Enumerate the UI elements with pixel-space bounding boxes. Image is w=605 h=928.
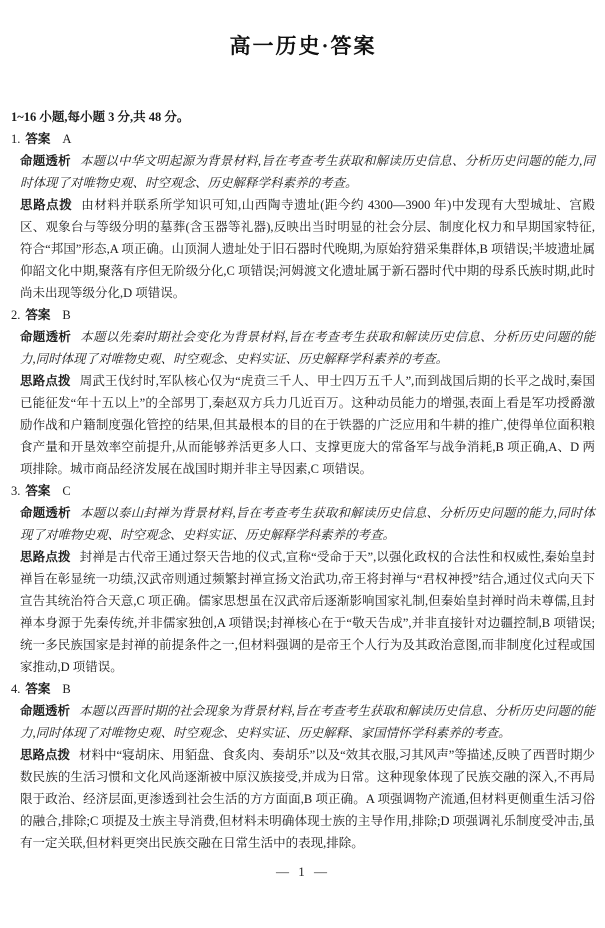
analysis-paragraph [20,502,595,546]
answer-label: 答案 [25,484,51,498]
tips-paragraph [20,546,595,678]
analysis-text: 本题以中华文明起源为背景材料,旨在考查考生获取和解读历史信息、分析历史问题的能力,同时体现了对唯物史观、时空观念、历史解释学科素养的考查。 [20,154,595,190]
tips-text: 材料中“寝胡床、用貊盘、食炙肉、奏胡乐”以及“效其衣服,习其风声”等描述,反映了西晋时期少数民族的生活习惯和文化风尚逐渐被中原汉族接受,并成为日常。这种现象体现了民族交融的深入,不再局限于政治、经济层面,更渗透到社会生活的方方面面,B 项正确。A 项强调物产流通,但材料更侧重生活习俗的融合,排除;C 项提及士族主导消费,但材料未明确体现士族的主导作用,排除;D 项强调礼乐制度受冲击,虽有一定关联,但材料更突出民族交融在日常生活中的表现,排除。 [20,748,595,850]
analysis-label: 命题透析 [20,154,71,168]
page-title: 高一历史·答案 [229,34,377,58]
question-block-4 [11,678,595,854]
tips-label: 思路点拨 [20,748,71,762]
analysis-label: 命题透析 [20,704,71,718]
question-number: 3. [11,484,21,498]
section-note: 1~16 小题,每小题 3 分,共 48 分。 [11,110,190,124]
tips-label: 思路点拨 [20,198,73,212]
tips-label: 思路点拨 [20,374,71,388]
question-number: 1. [11,132,21,146]
analysis-paragraph [20,700,595,744]
question-number: 4. [11,682,21,696]
answer-value: A [62,132,72,146]
tips-text: 封禅是古代帝王通过祭天告地的仪式,宣称“受命于天”,以强化政权的合法性和权威性,秦始皇封禅旨在彰显统一功绩,汉武帝则通过频繁封禅宣扬文治武功,帝王将封禅与“君权神授”结合,通过仪式向天下宣告其统治符合天意,C 项正确。儒家思想虽在汉武帝后逐渐影响国家礼制,但秦始皇封禅时尚未尊儒,且封禅本身源于先秦传统,并非儒家独创,A 项错误;封禅核心在于“敬天告成”,并非直接针对边疆控制,B 项错误;统一多民族国家是封禅的前提条件之一,但材料强调的是帝王个人行为及其政治意图,而非制度化过程或国家推动,D 项错误。 [20,550,595,674]
answer-line [11,480,595,502]
tips-text: 周武王伐纣时,军队核心仅为“虎贲三千人、甲士四万五千人”,而到战国后期的长平之战时,秦国已能征发“年十五以上”的全部男丁,秦赵双方兵力几近百万。这种动员能力的增强,表面上看是军功授爵激励作战和户籍制度强化管控的结果,但其最根本的目的在于铁器的广泛应用和牛耕的推广,使得单位面积粮食产量和开垦效率空前提升,从而能够养活更多人口、支撑更庞大的常备军与战争消耗,B 项正确,A、D 两项排除。城市商品经济发展在战国时期并非主导因素,C 项错误。 [20,374,595,476]
answer-value: C [62,484,71,498]
tips-text: 由材料并联系所学知识可知,山西陶寺遗址(距今约 4300—3900 年)中发现有大型城址、宫殿区、观象台与等级分明的墓葬(含玉器等礼器),反映出当时明显的社会分层、制度化权力和早期国家特征,符合“邦国”形态,A 项正确。山顶洞人遗址处于旧石器时代晚期,为原始狩猎采集群体,B 项错误;半坡遗址属仰韶文化中期,聚落有序但无阶级分化,C 项错误;河姆渡文化遗址属于新石器时代中期的母系氏族时期,此时尚未出现等级分化,D 项错误。 [20,198,595,300]
tips-label: 思路点拨 [20,550,71,564]
analysis-label: 命题透析 [20,330,72,344]
answer-line [11,304,595,326]
analysis-label: 命题透析 [20,506,71,520]
analysis-paragraph [20,326,595,370]
answer-label: 答案 [25,132,51,146]
tips-paragraph [20,370,595,480]
question-block-1 [11,128,595,304]
analysis-text: 本题以西晋时期的社会现象为背景材料,旨在考查考生获取和解读历史信息、分析历史问题的能力,同时体现了对唯物史观、时空观念、史料实证、历史解释、家国情怀学科素养的考查。 [20,704,595,740]
answer-key-page [0,33,605,928]
answer-line [11,678,595,700]
tips-paragraph [20,194,595,304]
answer-label: 答案 [25,308,51,322]
answer-line [11,128,595,150]
answer-label: 答案 [25,682,51,696]
page-number: — 1 — [276,864,330,879]
question-block-2 [11,304,595,480]
answer-value: B [62,682,71,696]
analysis-text: 本题以先秦时期社会变化为背景材料,旨在考查考生获取和解读历史信息、分析历史问题的能力,同时体现了对唯物史观、时空观念、史料实证、历史解释学科素养的考查。 [20,330,595,366]
tips-paragraph [20,744,595,854]
analysis-text: 本题以泰山封禅为背景材料,旨在考查考生获取和解读历史信息、分析历史问题的能力,同时体现了对唯物史观、时空观念、史料实证、历史解释学科素养的考查。 [20,506,595,542]
question-block-3 [11,480,595,678]
analysis-paragraph [20,150,595,194]
answer-value: B [62,308,71,322]
question-number: 2. [11,308,21,322]
